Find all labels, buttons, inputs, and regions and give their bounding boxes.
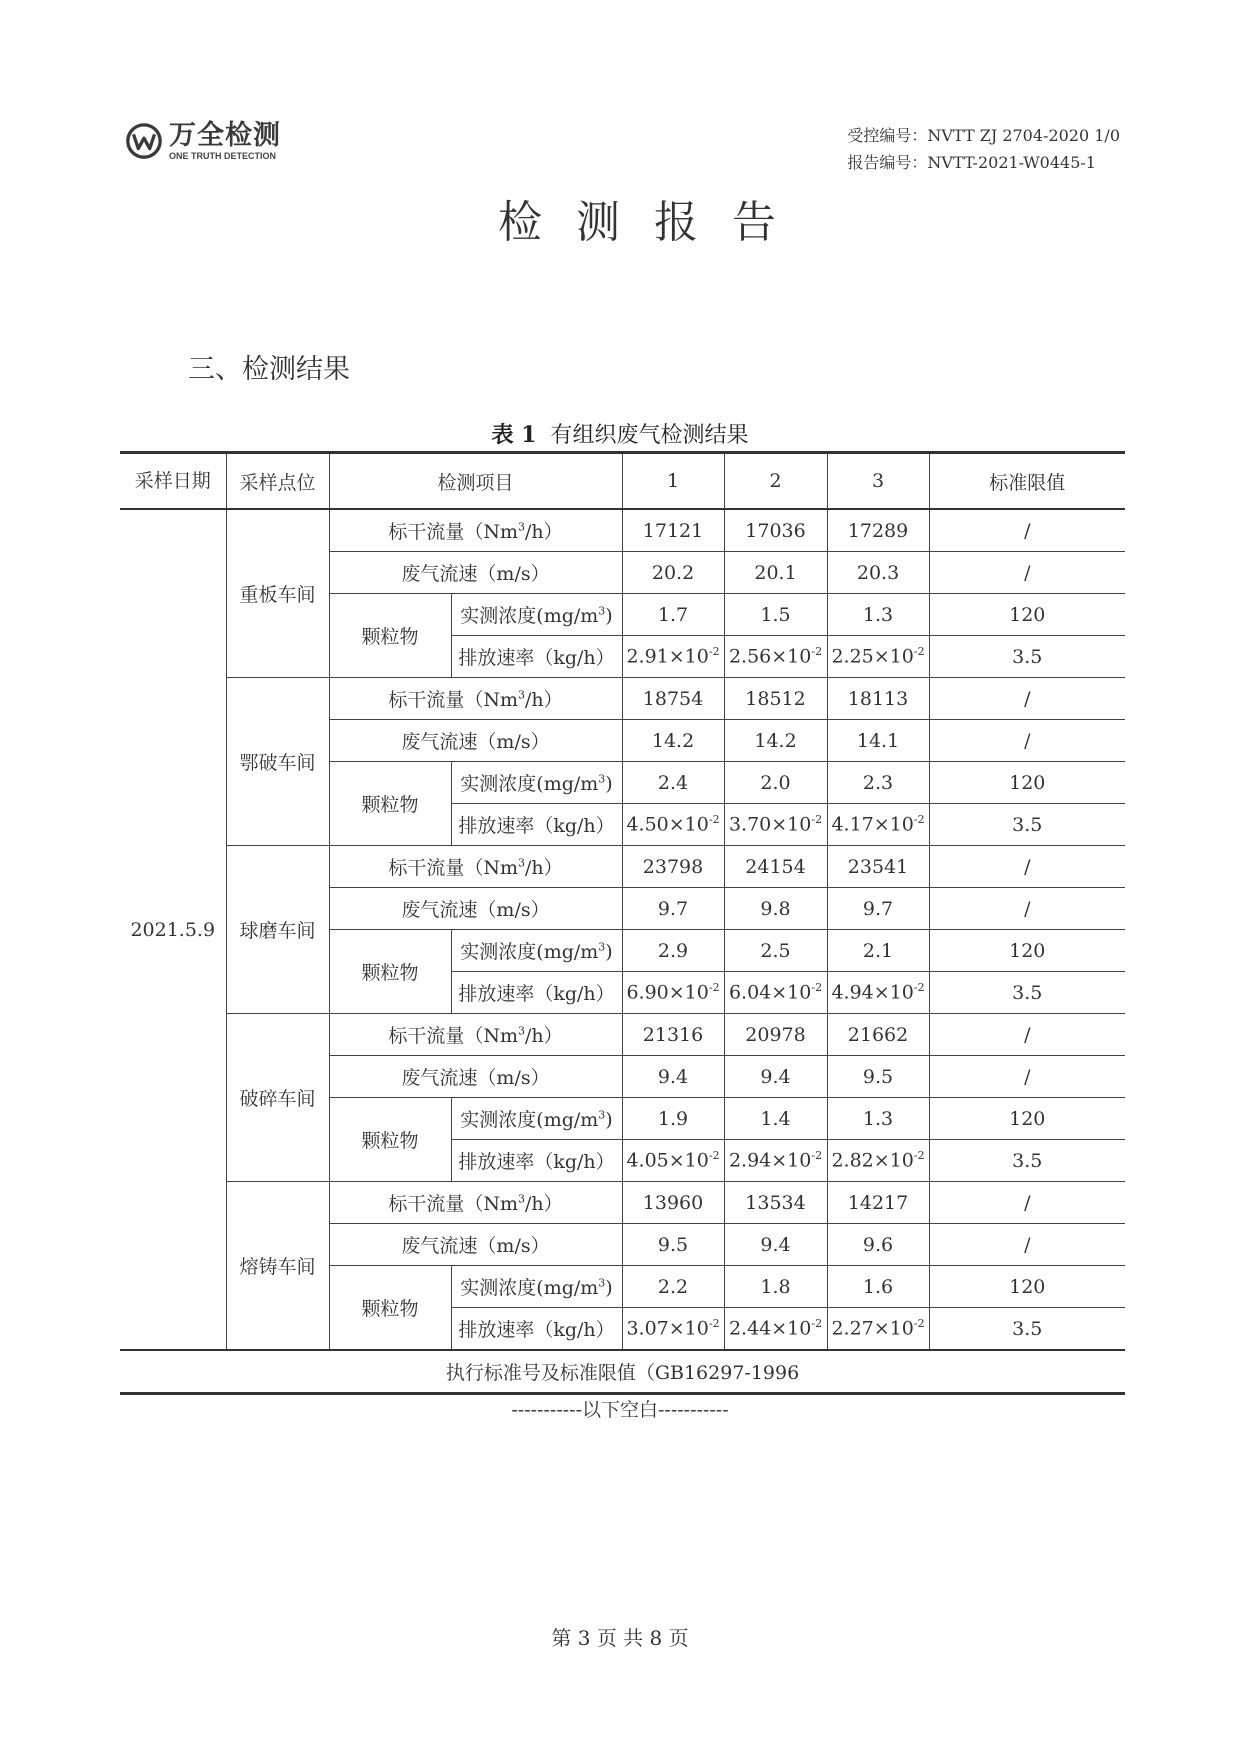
header-col-2: 2 (724, 453, 827, 510)
table-header-row (120, 453, 1125, 510)
flow-limit: / (929, 1182, 1125, 1224)
report-title: 检测报告 (498, 197, 810, 248)
header-col-3: 3 (827, 453, 929, 510)
header-item: 检测项目 (329, 453, 622, 510)
flow-value: 17036 (724, 509, 827, 552)
speed-value: 14.2 (724, 720, 827, 762)
speed-value: 20.2 (622, 552, 724, 594)
speed-value: 9.5 (827, 1056, 929, 1098)
emission-rate-value: $6.04\times 10^{-2}$ (724, 972, 827, 1014)
flow-value: 21316 (622, 1014, 724, 1056)
particulate-label: 颗粒物 (329, 1098, 451, 1182)
flow-limit: / (929, 1014, 1125, 1056)
speed-value: 9.5 (622, 1224, 724, 1266)
concentration-value: 1.5 (724, 594, 827, 636)
emission-rate-value: $2.27\times 10^{-2}$ (827, 1308, 929, 1351)
page-footer (0, 1622, 1240, 1651)
flow-value: 21662 (827, 1014, 929, 1056)
speed-label: 废气流速（m/s） (329, 1056, 622, 1098)
speed-label: 废气流速（m/s） (329, 1224, 622, 1266)
speed-value: 20.3 (827, 552, 929, 594)
concentration-value: 2.1 (827, 930, 929, 972)
total-pages: 8 (649, 1626, 663, 1650)
table-number: 表 1 (491, 422, 537, 448)
flow-limit: / (929, 846, 1125, 888)
flow-value: 24154 (724, 846, 827, 888)
concentration-value: 2.0 (724, 762, 827, 804)
speed-value: 9.7 (827, 888, 929, 930)
header-site: 采样点位 (226, 453, 329, 510)
emission-rate-limit: 3.5 (929, 636, 1125, 678)
flow-value: 18512 (724, 678, 827, 720)
table-caption (0, 418, 1240, 449)
header-date: 采样日期 (120, 453, 226, 510)
emission-rate-value: $3.70\times 10^{-2}$ (724, 804, 827, 846)
speed-label: 废气流速（m/s） (329, 552, 622, 594)
concentration-label: 实测浓度$(mg/m^3)$ (451, 762, 622, 804)
results-table (120, 451, 1125, 1395)
speed-label: 废气流速（m/s） (329, 888, 622, 930)
concentration-value: 1.9 (622, 1098, 724, 1140)
concentration-value: 2.4 (622, 762, 724, 804)
speed-value: 9.6 (827, 1224, 929, 1266)
header-limit: 标准限值 (929, 453, 1125, 510)
emission-rate-value: $2.94\times 10^{-2}$ (724, 1140, 827, 1182)
emission-rate-label: 排放速率（kg/h） (451, 972, 622, 1014)
flow-value: 18754 (622, 678, 724, 720)
speed-value: 9.8 (724, 888, 827, 930)
emission-rate-value: $4.05\times 10^{-2}$ (622, 1140, 724, 1182)
sampling-date: 2021.5.9 (120, 509, 226, 1350)
concentration-limit: 120 (929, 594, 1125, 636)
logo-en-text: ONE TRUTH DETECTION (169, 151, 276, 161)
emission-rate-value: $2.82\times 10^{-2}$ (827, 1140, 929, 1182)
emission-rate-value: $2.91\times 10^{-2}$ (622, 636, 724, 678)
emission-rate-value: $3.07\times 10^{-2}$ (622, 1308, 724, 1351)
header-col-1: 1 (622, 453, 724, 510)
emission-rate-limit: 3.5 (929, 972, 1125, 1014)
concentration-limit: 120 (929, 1266, 1125, 1308)
concentration-value: 1.6 (827, 1266, 929, 1308)
control-label: 受控编号： (847, 126, 928, 145)
table-row (120, 1014, 1125, 1056)
flow-limit: / (929, 678, 1125, 720)
site-name: 破碎车间 (226, 1014, 329, 1182)
concentration-value: 2.2 (622, 1266, 724, 1308)
flow-label: 标干流量（Nm$^3$/h） (329, 1014, 622, 1056)
report-number: NVTT-2021-W0445-1 (927, 153, 1096, 172)
concentration-value: 1.3 (827, 1098, 929, 1140)
emission-rate-label: 排放速率（kg/h） (451, 1308, 622, 1351)
concentration-limit: 120 (929, 762, 1125, 804)
table-row (120, 846, 1125, 888)
concentration-value: 2.5 (724, 930, 827, 972)
blank-note: -----------以下空白----------- (511, 1399, 729, 1421)
page-number: 3 (577, 1626, 591, 1650)
concentration-label: 实测浓度$(mg/m^3)$ (451, 1098, 622, 1140)
concentration-label: 实测浓度$(mg/m^3)$ (451, 594, 622, 636)
concentration-value: 1.4 (724, 1098, 827, 1140)
emission-rate-value: $6.90\times 10^{-2}$ (622, 972, 724, 1014)
speed-limit: / (929, 552, 1125, 594)
speed-limit: / (929, 1224, 1125, 1266)
flow-label: 标干流量（Nm$^3$/h） (329, 1182, 622, 1224)
particulate-label: 颗粒物 (329, 930, 451, 1014)
company-logo (125, 121, 281, 161)
particulate-label: 颗粒物 (329, 762, 451, 846)
speed-limit: / (929, 720, 1125, 762)
concentration-value: 1.7 (622, 594, 724, 636)
emission-rate-value: $4.17\times 10^{-2}$ (827, 804, 929, 846)
emission-rate-label: 排放速率（kg/h） (451, 1140, 622, 1182)
particulate-label: 颗粒物 (329, 1266, 451, 1351)
control-number: NVTT ZJ 2704-2020 1/0 (927, 126, 1120, 145)
site-name: 熔铸车间 (226, 1182, 329, 1351)
concentration-value: 2.3 (827, 762, 929, 804)
standard-note: 执行标准号及标准限值（GB16297-1996 (120, 1350, 1125, 1394)
concentration-value: 1.8 (724, 1266, 827, 1308)
speed-value: 20.1 (724, 552, 827, 594)
emission-rate-limit: 3.5 (929, 1140, 1125, 1182)
footer-mid: 页 共 (596, 1626, 644, 1650)
concentration-limit: 120 (929, 1098, 1125, 1140)
speed-value: 9.7 (622, 888, 724, 930)
speed-limit: / (929, 888, 1125, 930)
flow-value: 23798 (622, 846, 724, 888)
footer-post: 页 (668, 1626, 689, 1650)
site-name: 鄂破车间 (226, 678, 329, 846)
flow-label: 标干流量（Nm$^3$/h） (329, 509, 622, 552)
emission-rate-label: 排放速率（kg/h） (451, 636, 622, 678)
emission-rate-value: $2.44\times 10^{-2}$ (724, 1308, 827, 1351)
flow-label: 标干流量（Nm$^3$/h） (329, 678, 622, 720)
footer-pre: 第 (551, 1626, 572, 1650)
logo-cn-text: 万全检测 (169, 120, 281, 151)
speed-label: 废气流速（m/s） (329, 720, 622, 762)
emission-rate-value: $4.50\times 10^{-2}$ (622, 804, 724, 846)
speed-value: 9.4 (622, 1056, 724, 1098)
particulate-label: 颗粒物 (329, 594, 451, 678)
flow-value: 14217 (827, 1182, 929, 1224)
document-ids (847, 122, 1120, 176)
concentration-value: 2.9 (622, 930, 724, 972)
flow-value: 18113 (827, 678, 929, 720)
emission-rate-label: 排放速率（kg/h） (451, 804, 622, 846)
flow-limit: / (929, 509, 1125, 552)
concentration-label: 实测浓度$(mg/m^3)$ (451, 930, 622, 972)
emission-rate-limit: 3.5 (929, 804, 1125, 846)
concentration-limit: 120 (929, 930, 1125, 972)
flow-label: 标干流量（Nm$^3$/h） (329, 846, 622, 888)
flow-value: 23541 (827, 846, 929, 888)
speed-value: 9.4 (724, 1224, 827, 1266)
concentration-value: 1.3 (827, 594, 929, 636)
wanquan-logo-icon (125, 122, 163, 160)
site-name: 重板车间 (226, 509, 329, 678)
flow-value: 20978 (724, 1014, 827, 1056)
table-row (120, 1350, 1125, 1394)
report-label: 报告编号： (847, 153, 928, 172)
emission-rate-value: $2.25\times 10^{-2}$ (827, 636, 929, 678)
emission-rate-limit: 3.5 (929, 1308, 1125, 1351)
table-row (120, 678, 1125, 720)
concentration-label: 实测浓度$(mg/m^3)$ (451, 1266, 622, 1308)
table-row (120, 509, 1125, 552)
flow-value: 13534 (724, 1182, 827, 1224)
flow-value: 17121 (622, 509, 724, 552)
speed-value: 14.1 (827, 720, 929, 762)
site-name: 球磨车间 (226, 846, 329, 1014)
table-title: 有组织废气检测结果 (550, 423, 749, 448)
speed-limit: / (929, 1056, 1125, 1098)
table-row (120, 1182, 1125, 1224)
emission-rate-value: $2.56\times 10^{-2}$ (724, 636, 827, 678)
flow-value: 13960 (622, 1182, 724, 1224)
section-heading: 三、检测结果 (188, 354, 350, 385)
speed-value: 14.2 (622, 720, 724, 762)
speed-value: 9.4 (724, 1056, 827, 1098)
emission-rate-value: $4.94\times 10^{-2}$ (827, 972, 929, 1014)
flow-value: 17289 (827, 509, 929, 552)
